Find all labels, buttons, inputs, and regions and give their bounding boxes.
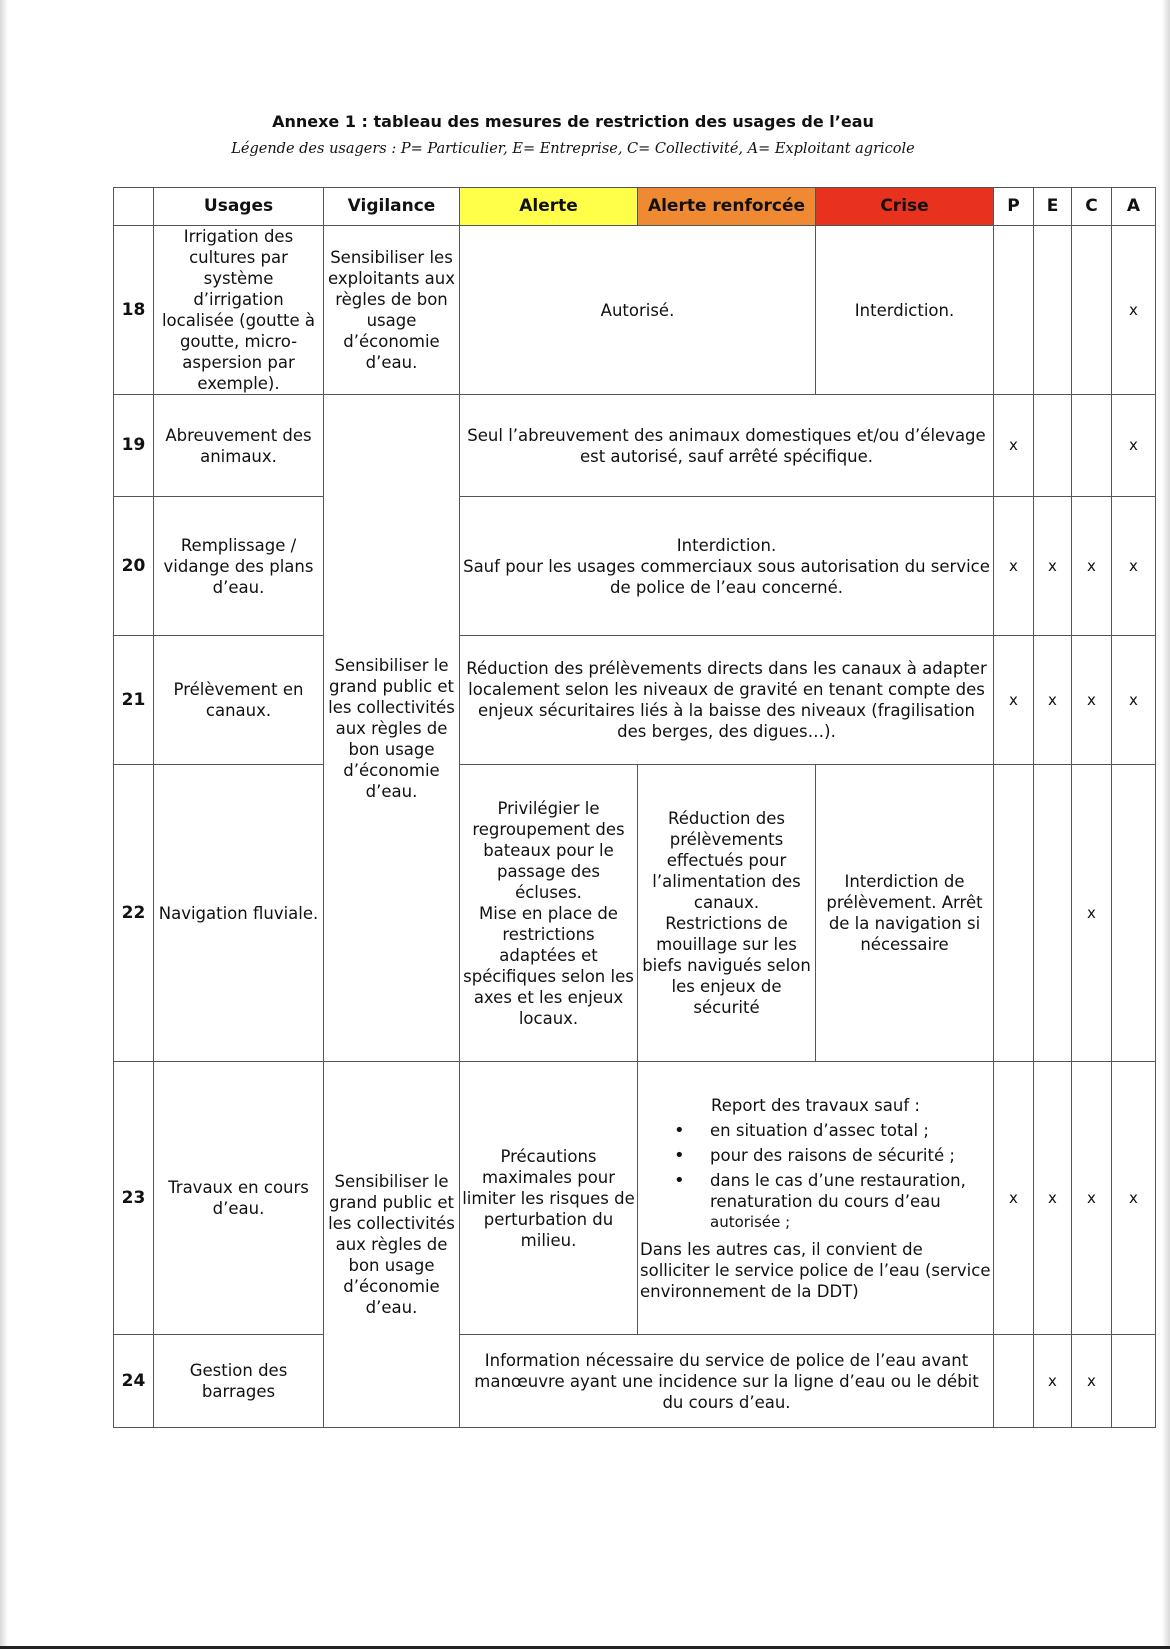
mark-e	[1034, 395, 1072, 497]
mark-c: x	[1072, 765, 1112, 1062]
header-alerte: Alerte	[460, 188, 638, 226]
mark-p	[994, 765, 1034, 1062]
measure-cell	[460, 497, 994, 636]
row-number: 20	[114, 497, 154, 636]
mark-e: x	[1034, 636, 1072, 765]
measure-cell: Information nécessaire du service de police de l’eau avant manœuvre ayant une incidence sur la ligne d’eau ou le débit du cours d’eau.	[460, 1335, 994, 1428]
mark-p: x	[994, 636, 1034, 765]
alerte-renforcee-cell	[638, 765, 816, 1062]
row-number: 18	[114, 226, 154, 395]
header-a: A	[1112, 188, 1156, 226]
mark-a: x	[1112, 395, 1156, 497]
mark-e: x	[1034, 497, 1072, 636]
mark-a	[1112, 765, 1156, 1062]
table-row-23	[114, 1062, 1156, 1335]
exception-item: • pour des raisons de sécurité ;	[640, 1145, 991, 1166]
measure-cell: Seul l’abreuvement des animaux domestiques et/ou d’élevage est autorisé, sauf arrêté spécifique.	[460, 395, 994, 497]
usage-cell: Prélèvement en canaux.	[154, 636, 324, 765]
legend-line: Légende des usagers : P= Particulier, E= Entreprise, C= Collectivité, A= Exploitant agricole	[231, 141, 915, 157]
header-row	[114, 188, 1156, 226]
alerte-cell	[460, 765, 638, 1062]
mark-e: x	[1034, 1062, 1072, 1335]
mark-p: x	[994, 1062, 1034, 1335]
mark-e	[1034, 765, 1072, 1062]
header-e: E	[1034, 188, 1072, 226]
table-row-24	[114, 1335, 1156, 1428]
mark-p	[994, 226, 1034, 395]
mark-p	[994, 1335, 1034, 1428]
usage-cell: Irrigation des cultures par système d’irrigation localisée (goutte à goutte, micro-aspersion par exemple).	[154, 226, 324, 395]
header-crise: Crise	[816, 188, 994, 226]
table-row-22	[114, 765, 1156, 1062]
report-intro: Report des travaux sauf :	[711, 1095, 920, 1115]
mark-p: x	[994, 497, 1034, 636]
usage-cell: Abreuvement des animaux.	[154, 395, 324, 497]
alerte-line: Privilégier le regroupement des bateaux pour le passage des écluses.	[472, 798, 625, 902]
mark-p: x	[994, 395, 1034, 497]
table-row-18	[114, 226, 1156, 395]
mark-a: x	[1112, 636, 1156, 765]
mark-e: x	[1034, 1335, 1072, 1428]
usage-cell: Navigation fluviale.	[154, 765, 324, 1062]
mark-c: x	[1072, 1062, 1112, 1335]
mark-a: x	[1112, 226, 1156, 395]
row-number: 19	[114, 395, 154, 497]
vigilance-cell: Sensibiliser le grand public et les collectivités aux règles de bon usage d’économie d’eau.	[324, 1062, 460, 1428]
alerte-line: Mise en place de restrictions adaptées et spécifiques selon les axes et les enjeux locaux.	[463, 903, 634, 1028]
table-row-19	[114, 395, 1156, 497]
crise-cell: Interdiction.	[816, 226, 994, 395]
report-cell	[638, 1062, 994, 1335]
exception-item: • dans le cas d’une restauration, renaturation du cours d’eau	[640, 1170, 991, 1212]
alerte-cell: Précautions maximales pour limiter les risques de perturbation du milieu.	[460, 1062, 638, 1335]
restriction-table	[113, 187, 1156, 1428]
header-vigilance: Vigilance	[324, 188, 460, 226]
exception-list	[640, 1120, 991, 1212]
usage-cell: Gestion des barrages	[154, 1335, 324, 1428]
exception-item: • en situation d’assec total ;	[640, 1120, 991, 1141]
mark-a: x	[1112, 1062, 1156, 1335]
vigilance-cell: Sensibiliser les exploitants aux règles de bon usage d’économie d’eau.	[324, 226, 460, 395]
mark-a: x	[1112, 497, 1156, 636]
exception-tail: autorisée ;	[710, 1212, 791, 1231]
mark-c: x	[1072, 497, 1112, 636]
measure-line: Sauf pour les usages commerciaux sous autorisation du service de police de l’eau concerné.	[463, 556, 990, 597]
renforcee-line: Restrictions de mouillage sur les biefs navigués selon les enjeux de sécurité	[642, 914, 811, 1017]
mark-c: x	[1072, 1335, 1112, 1428]
usage-cell: Remplissage / vidange des plans d’eau.	[154, 497, 324, 636]
row-number: 23	[114, 1062, 154, 1335]
row-number: 22	[114, 765, 154, 1062]
row-number: 21	[114, 636, 154, 765]
mark-a	[1112, 1335, 1156, 1428]
measure-cell: Réduction des prélèvements directs dans les canaux à adapter localement selon les niveaux de gravité en tenant compte des enjeux sécuritaires liés à la baisse des niveaux (fragilisation des berges, des digues…).	[460, 636, 994, 765]
usage-cell: Travaux en cours d’eau.	[154, 1062, 324, 1335]
header-num	[114, 188, 154, 226]
document-title: Annexe 1 : tableau des mesures de restriction des usages de l’eau	[272, 112, 874, 131]
header-alerte-renforcee: Alerte renforcée	[638, 188, 816, 226]
mark-e	[1034, 226, 1072, 395]
other-cases-text: Dans les autres cas, il convient de solliciter le service police de l’eau (service environnement de la DDT)	[640, 1239, 991, 1301]
page-shadow-right	[1162, 0, 1170, 1649]
measure-cell: Autorisé.	[460, 226, 816, 395]
mark-c	[1072, 395, 1112, 497]
row-number: 24	[114, 1335, 154, 1428]
page-shadow-left	[0, 0, 8, 1649]
mark-c	[1072, 226, 1112, 395]
header-c: C	[1072, 188, 1112, 226]
vigilance-cell: Sensibiliser le grand public et les collectivités aux règles de bon usage d’économie d’eau.	[324, 395, 460, 1062]
table-row-20	[114, 497, 1156, 636]
table-row-21	[114, 636, 1156, 765]
header-p: P	[994, 188, 1034, 226]
renforcee-line: Réduction des prélèvements effectués pour l’alimentation des canaux.	[652, 809, 801, 912]
mark-c: x	[1072, 636, 1112, 765]
header-usages: Usages	[154, 188, 324, 226]
measure-line: Interdiction.	[676, 535, 777, 555]
crise-cell: Interdiction de prélèvement. Arrêt de la navigation si nécessaire	[816, 765, 994, 1062]
